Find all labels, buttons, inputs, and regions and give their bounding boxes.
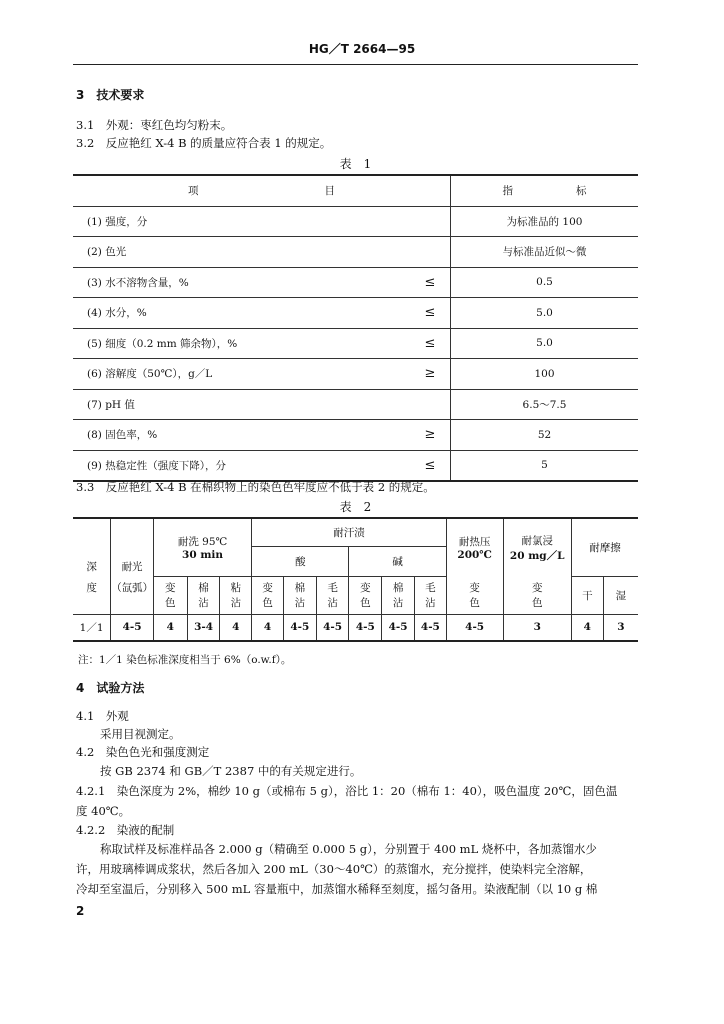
section-4-title: 4 试验方法 — [76, 681, 145, 695]
table-1-header-value: 指 标 — [451, 175, 639, 206]
table-row — [73, 267, 638, 298]
sub-wash-zhanzhan: 粘 沾 — [220, 576, 252, 614]
table-row — [73, 359, 638, 390]
row-value: 52 — [451, 420, 639, 451]
row-name: (3) 水不溶物含量，% — [73, 267, 410, 298]
header-sweat: 耐汗渍 — [252, 518, 447, 546]
row-name: (9) 热稳定性（强度下降），分 — [73, 450, 410, 481]
header-alkali: 碱 — [349, 546, 446, 576]
cell-acid-3: 4-5 — [316, 614, 349, 641]
clause-4-2-body: 按 GB 2374 和 GB／T 2387 中的有关规定进行。 — [100, 764, 362, 778]
cell-wash-3: 4 — [220, 614, 252, 641]
header-wash-line1: 耐洗 95℃ — [177, 535, 228, 548]
header-chlorine — [503, 518, 571, 576]
header-rub: 耐摩擦 — [571, 518, 638, 576]
header-acid: 酸 — [252, 546, 349, 576]
table-2 — [73, 517, 638, 642]
row-value: 为标准品的 100 — [451, 206, 639, 237]
row-name: (4) 水分，% — [73, 298, 410, 329]
clause-4-2-2-line2: 许，用玻璃棒调成浆状，然后各加入 200 mL（30～40℃）的蒸馏水，充分搅拌，使染料完全溶解， — [76, 862, 592, 876]
table-row — [73, 420, 638, 451]
table-row — [73, 206, 638, 237]
table-1-header-row — [73, 175, 638, 206]
row-name: (7) pH 值 — [73, 389, 410, 420]
cell-rub-wet: 3 — [603, 614, 638, 641]
sub-hotpress-bianse: 变 色 — [446, 576, 503, 614]
clause-4-2-2-line1: 称取试样及标准样品各 2.000 g（精确至 0.000 5 g），分别置于 400 mL 烧杯中，各加蒸馏水少 — [100, 842, 597, 856]
page-number: 2 — [76, 904, 85, 918]
row-symbol: ≤ — [410, 298, 451, 329]
row-symbol: ≥ — [410, 420, 451, 451]
cell-hotpress: 4-5 — [446, 614, 503, 641]
header-wash-line2: 30 min — [182, 548, 224, 561]
cell-light: 4-5 — [111, 614, 154, 641]
sub-alkali-bianse: 变 色 — [349, 576, 382, 614]
header-depth-top: 深 — [73, 518, 111, 576]
header-chlorine-line2: 20 mg／L — [509, 549, 565, 562]
table-row — [73, 389, 638, 420]
table-row — [73, 450, 638, 481]
sub-wash-bianse: 变 色 — [153, 576, 187, 614]
row-value: 100 — [451, 359, 639, 390]
table-row — [73, 614, 638, 641]
page-header: HG／T 2664—95 — [308, 42, 416, 56]
clause-4-2-1-line2: 度 40℃。 — [76, 804, 131, 818]
clause-3-3: 3.3 反应艳红 X-4 B 在棉织物上的染色色牢度应不低于表 2 的规定。 — [76, 480, 435, 494]
cell-depth: 1／1 — [73, 614, 111, 641]
cell-chlorine: 3 — [503, 614, 571, 641]
sub-alkali-maozhan: 毛 沾 — [415, 576, 447, 614]
clause-4-1-body: 采用目视测定。 — [100, 727, 181, 741]
sub-acid-bianse: 变 色 — [252, 576, 284, 614]
row-symbol — [410, 237, 451, 268]
row-value: 与标准品近似～微 — [451, 237, 639, 268]
row-symbol: ≤ — [410, 450, 451, 481]
header-wash — [153, 518, 251, 576]
row-value: 0.5 — [451, 267, 639, 298]
sub-chlorine-bianse: 变 色 — [503, 576, 571, 614]
header-light: 耐光 — [111, 518, 154, 576]
header-hotpress-line1: 耐热压 — [458, 536, 491, 548]
cell-acid-2: 4-5 — [283, 614, 316, 641]
header-hotpress-line2: 200℃ — [457, 549, 492, 561]
cell-alkali-1: 4-5 — [349, 614, 382, 641]
cell-acid-1: 4 — [252, 614, 284, 641]
clause-4-1: 4.1 外观 — [76, 709, 129, 723]
clause-4-2-2: 4.2.2 染液的配制 — [76, 823, 175, 837]
table-1 — [73, 174, 638, 482]
sub-alkali-mianzhan: 棉 沾 — [382, 576, 415, 614]
cell-wash-2: 3-4 — [187, 614, 220, 641]
table-1-caption: 表 1 — [339, 157, 372, 171]
table-2-caption: 表 2 — [339, 500, 372, 514]
clause-3-1: 3.1 外观：枣红色均匀粉末。 — [76, 118, 233, 132]
row-symbol: ≤ — [410, 328, 451, 359]
header-chlorine-line1: 耐氯浸 — [521, 534, 553, 547]
row-symbol — [410, 389, 451, 420]
table-row — [73, 328, 638, 359]
cell-wash-1: 4 — [153, 614, 187, 641]
clause-3-2: 3.2 反应艳红 X-4 B 的质量应符合表 1 的规定。 — [76, 136, 332, 150]
row-symbol: ≤ — [410, 267, 451, 298]
row-symbol — [410, 206, 451, 237]
table-2-note: 注：1／1 染色标准深度相当于 6%（o.w.f）。 — [78, 654, 292, 666]
row-value: 5.0 — [451, 298, 639, 329]
row-name: (8) 固色率，% — [73, 420, 410, 451]
clause-4-2: 4.2 染色色光和强度测定 — [76, 745, 210, 759]
row-name: (2) 色光 — [73, 237, 410, 268]
row-symbol: ≥ — [410, 359, 451, 390]
row-value: 6.5～7.5 — [451, 389, 639, 420]
row-value: 5.0 — [451, 328, 639, 359]
sub-wash-mianzhan: 棉 沾 — [187, 576, 220, 614]
clause-4-2-1-line1: 4.2.1 染色深度为 2%，棉纱 10 g（或棉布 5 g），浴比 1：20（棉布 1：40），吸色温度 20℃，固色温 — [76, 784, 618, 798]
header-light-bottom: （氙弧） — [111, 576, 154, 614]
section-3-title: 3 技术要求 — [76, 88, 145, 102]
sub-acid-mianzhan: 棉 沾 — [283, 576, 316, 614]
cell-alkali-2: 4-5 — [382, 614, 415, 641]
row-name: (5) 细度（0.2 mm 筛余物），% — [73, 328, 410, 359]
row-name: (1) 强度，分 — [73, 206, 410, 237]
clause-4-2-2-line3: 冷却至室温后，分别移入 500 mL 容量瓶中，加蒸馏水稀释至刻度，摇匀备用。染液配制（以 10 g 棉 — [76, 882, 598, 896]
table-1-header-item: 项 目 — [73, 175, 451, 206]
header-rule — [73, 64, 638, 65]
table-row — [73, 237, 638, 268]
header-depth-bottom: 度 — [73, 576, 111, 614]
cell-alkali-3: 4-5 — [415, 614, 447, 641]
sub-rub-wet: 湿 — [603, 576, 638, 614]
row-name: (6) 溶解度（50℃），g／L — [73, 359, 410, 390]
row-value: 5 — [451, 450, 639, 481]
sub-acid-maozhan: 毛 沾 — [316, 576, 349, 614]
header-hotpress — [446, 518, 503, 576]
table-row — [73, 298, 638, 329]
sub-rub-dry: 干 — [571, 576, 603, 614]
cell-rub-dry: 4 — [571, 614, 603, 641]
